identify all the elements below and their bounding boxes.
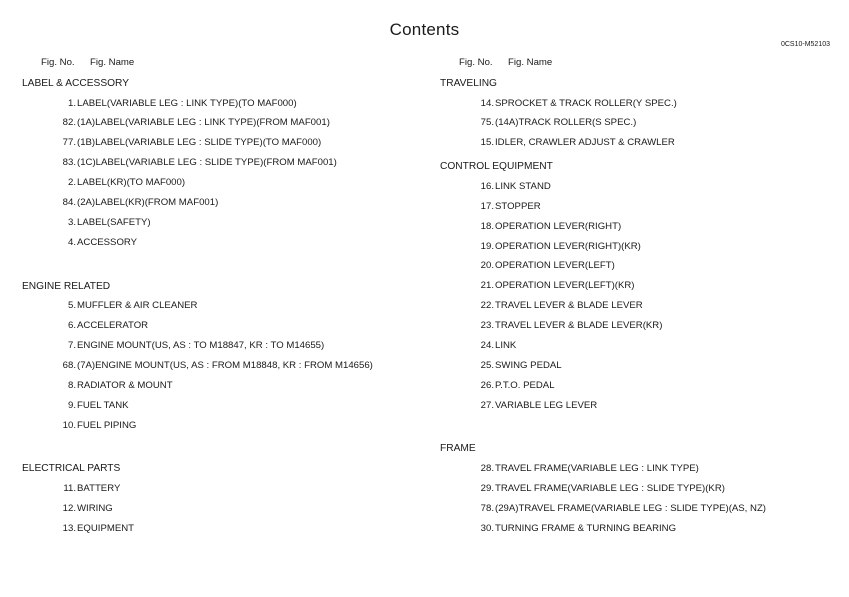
contents-entry[interactable] — [22, 356, 422, 376]
fig-number: 23. — [480, 320, 494, 332]
fig-name: RADIATOR & MOUNT — [77, 379, 173, 391]
right-sections — [440, 74, 840, 539]
contents-entry[interactable] — [22, 173, 422, 193]
left-column — [22, 56, 422, 539]
fig-name-header: Fig. Name — [90, 57, 135, 68]
contents-entry[interactable] — [22, 233, 422, 253]
fig-name: TRAVEL LEVER & BLADE LEVER(KR) — [495, 320, 663, 332]
contents-entry[interactable] — [22, 336, 422, 356]
contents-entry[interactable] — [22, 133, 422, 153]
contents-entry[interactable] — [22, 396, 422, 416]
contents-entry[interactable] — [440, 356, 840, 376]
fig-number: 83. — [62, 157, 76, 169]
fig-name: STOPPER — [495, 200, 541, 212]
fig-name: MUFFLER & AIR CLEANER — [77, 300, 198, 312]
contents-entry[interactable] — [22, 376, 422, 396]
fig-number: 29. — [480, 482, 494, 494]
fig-name: LABEL(VARIABLE LEG : LINK TYPE)(TO MAF000) — [77, 97, 297, 109]
fig-number: 19. — [480, 240, 494, 252]
fig-name: TRAVEL LEVER & BLADE LEVER — [495, 300, 643, 312]
section — [440, 74, 840, 153]
contents-entry[interactable] — [22, 519, 422, 539]
document-id: 0CS10-M52103 — [780, 41, 830, 48]
section — [440, 157, 840, 435]
fig-number: 78. — [480, 502, 494, 514]
fig-name: (1A)LABEL(VARIABLE LEG : LINK TYPE)(FROM MAF001) — [77, 117, 330, 129]
contents-entry[interactable] — [440, 256, 840, 276]
contents-entry[interactable] — [440, 94, 840, 114]
fig-number: 13. — [62, 522, 76, 534]
fig-number: 6. — [67, 320, 76, 332]
contents-entry[interactable] — [22, 113, 422, 133]
fig-number: 3. — [67, 216, 76, 228]
fig-name: EQUIPMENT — [77, 522, 135, 534]
fig-number: 20. — [480, 260, 494, 272]
fig-name-header: Fig. Name — [508, 57, 553, 68]
fig-number: 7. — [67, 339, 76, 351]
fig-name: VARIABLE LEG LEVER — [495, 399, 598, 411]
fig-number: 2. — [67, 177, 76, 189]
fig-number: 24. — [480, 339, 494, 351]
contents-entry[interactable] — [440, 197, 840, 217]
contents-entry[interactable] — [440, 519, 840, 539]
section — [22, 277, 422, 456]
fig-name: TURNING FRAME & TURNING BEARING — [495, 522, 677, 534]
fig-name: BATTERY — [77, 482, 121, 494]
section-spacer — [22, 435, 422, 455]
contents-entry[interactable] — [22, 316, 422, 336]
contents-entry[interactable] — [440, 296, 840, 316]
fig-number: 17. — [480, 200, 494, 212]
fig-number: 4. — [67, 236, 76, 248]
column-header — [440, 56, 840, 70]
fig-number: 28. — [480, 463, 494, 475]
fig-name: FUEL PIPING — [77, 419, 137, 431]
left-sections — [22, 74, 422, 539]
fig-number: 14. — [480, 97, 494, 109]
contents-entry[interactable] — [22, 213, 422, 233]
fig-number: 82. — [62, 117, 76, 129]
fig-name: (1C)LABEL(VARIABLE LEG : SLIDE TYPE)(FROM MAF001) — [77, 157, 337, 169]
contents-entry[interactable] — [440, 217, 840, 237]
fig-name: ACCESSORY — [77, 236, 138, 248]
right-column — [440, 56, 840, 539]
fig-number: 18. — [480, 220, 494, 232]
fig-number: 22. — [480, 300, 494, 312]
fig-number: 27. — [480, 399, 494, 411]
fig-name: OPERATION LEVER(LEFT) — [495, 260, 615, 272]
contents-entry[interactable] — [440, 113, 840, 133]
contents-entry[interactable] — [440, 396, 840, 416]
fig-number: 68. — [62, 359, 76, 371]
fig-no-header: Fig. No. — [459, 57, 493, 68]
column-header — [22, 56, 422, 70]
section-spacer — [22, 253, 422, 273]
fig-name: ENGINE MOUNT(US, AS : TO M18847, KR : TO M14655) — [77, 339, 325, 351]
section-title: CONTROL EQUIPMENT — [440, 161, 553, 173]
fig-name: (2A)LABEL(KR)(FROM MAF001) — [77, 197, 219, 209]
fig-name: WIRING — [77, 502, 113, 514]
fig-name: LINK STAND — [495, 180, 551, 192]
fig-number: 1. — [67, 97, 76, 109]
fig-number: 84. — [62, 197, 76, 209]
fig-no-header: Fig. No. — [41, 57, 75, 68]
contents-entry[interactable] — [440, 316, 840, 336]
fig-name: IDLER, CRAWLER ADJUST & CRAWLER — [495, 137, 675, 149]
fig-number: 11. — [63, 482, 76, 494]
fig-name: SWING PEDAL — [495, 359, 562, 371]
contents-entry[interactable] — [440, 177, 840, 197]
section — [22, 74, 422, 273]
fig-name: OPERATION LEVER(RIGHT)(KR) — [495, 240, 641, 252]
contents-entry[interactable] — [22, 416, 422, 436]
contents-entry[interactable] — [440, 336, 840, 356]
contents-entry[interactable] — [22, 479, 422, 499]
fig-name: OPERATION LEVER(LEFT)(KR) — [495, 280, 635, 292]
section-spacer — [440, 416, 840, 436]
fig-number: 10. — [62, 419, 76, 431]
contents-entry[interactable] — [440, 376, 840, 396]
fig-name: LABEL(KR)(TO MAF000) — [77, 177, 186, 189]
fig-name: P.T.O. PEDAL — [495, 379, 555, 391]
fig-number: 5. — [67, 300, 76, 312]
fig-name: TRAVEL FRAME(VARIABLE LEG : SLIDE TYPE)(KR) — [495, 482, 725, 494]
fig-name: (14A)TRACK ROLLER(S SPEC.) — [495, 117, 637, 129]
fig-name: ACCELERATOR — [77, 320, 149, 332]
fig-name: (29A)TRAVEL FRAME(VARIABLE LEG : SLIDE TYPE)(AS, NZ) — [495, 502, 766, 514]
section — [440, 439, 840, 538]
fig-name: TRAVEL FRAME(VARIABLE LEG : LINK TYPE) — [495, 463, 699, 475]
fig-number: 75. — [480, 117, 494, 129]
contents-entry[interactable] — [440, 276, 840, 296]
contents-entry[interactable] — [22, 193, 422, 213]
section-title: TRAVELING — [440, 78, 497, 89]
section-title: FRAME — [440, 443, 476, 455]
fig-number: 77. — [62, 137, 76, 149]
contents-entry[interactable] — [440, 479, 840, 499]
fig-name: SPROCKET & TRACK ROLLER(Y SPEC.) — [495, 97, 677, 109]
fig-number: 21. — [480, 280, 494, 292]
fig-number: 25. — [480, 359, 494, 371]
contents-entry[interactable] — [440, 133, 840, 153]
fig-name: OPERATION LEVER(RIGHT) — [495, 220, 622, 232]
fig-name: (7A)ENGINE MOUNT(US, AS : FROM M18848, KR : FROM M14656) — [77, 359, 373, 371]
fig-number: 8. — [67, 379, 76, 391]
section — [22, 459, 422, 538]
section-title: LABEL & ACCESSORY — [22, 78, 130, 89]
fig-name: LINK — [495, 339, 517, 351]
fig-number: 12. — [62, 502, 76, 514]
fig-name: LABEL(SAFETY) — [77, 216, 151, 228]
contents-entry[interactable] — [22, 499, 422, 519]
contents-entry[interactable] — [22, 153, 422, 173]
section-title: ENGINE RELATED — [22, 280, 111, 292]
fig-number: 16. — [480, 180, 494, 192]
fig-name: (1B)LABEL(VARIABLE LEG : SLIDE TYPE)(TO MAF000) — [77, 137, 322, 149]
contents-entry[interactable] — [440, 459, 840, 479]
fig-name: FUEL TANK — [77, 399, 129, 411]
contents-entry[interactable] — [22, 94, 422, 114]
fig-number: 15. — [480, 137, 494, 149]
contents-entry[interactable] — [440, 237, 840, 257]
fig-number: 26. — [480, 379, 494, 391]
fig-number: 30. — [480, 522, 494, 534]
contents-entry[interactable] — [440, 499, 840, 519]
section-title: ELECTRICAL PARTS — [22, 463, 121, 475]
contents-entry[interactable] — [22, 296, 422, 316]
fig-number: 9. — [67, 399, 76, 411]
page-title: Contents — [389, 20, 460, 39]
